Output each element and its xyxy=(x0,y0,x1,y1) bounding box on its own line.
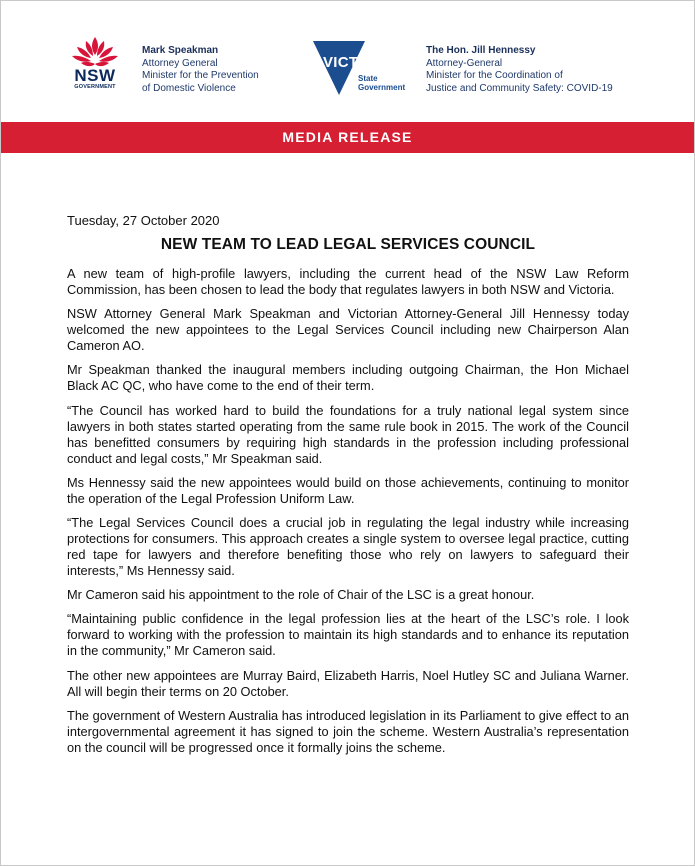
minister-right-portfolio-2: Justice and Community Safety: COVID-19 xyxy=(426,82,613,94)
minister-right-role: Attorney-General xyxy=(426,57,503,69)
paragraph: NSW Attorney General Mark Speakman and Victorian Attorney-General Jill Hennessy today welcomed the new appointees to the Legal Services Council including new Chairperson Alan Cameron AO. xyxy=(67,306,629,354)
nsw-logo-text xyxy=(67,67,123,91)
minister-right-name: The Hon. Jill Hennessy xyxy=(426,45,536,56)
paragraph: A new team of high-profile lawyers, including the current head of the NSW Law Reform Commission, has been chosen to lead the body that regulates lawyers in both NSW and Victoria. xyxy=(67,266,629,297)
minister-left-portfolio-1: Minister for the Prevention xyxy=(142,70,259,81)
minister-left-portfolio-2: of Domestic Violence xyxy=(142,82,236,94)
nsw-logo-subtitle: GOVERNMENT xyxy=(74,84,116,90)
minister-right-block xyxy=(426,45,613,95)
minister-left-name: Mark Speakman xyxy=(142,45,219,56)
paragraph: The government of Western Australia has introduced legislation in its Parliament to give effect to an intergovernmental agreement it has signed to join the scheme. Western Australia’s representation on the council will be progressed once it formally joins the scheme. xyxy=(67,707,629,755)
paragraph: “Maintaining public confidence in the legal profession lies at the heart of the LSC’s role. I look forward to working with the profession to maintain its high standards and to enhance its reputation in the community,” Mr Cameron said. xyxy=(67,611,629,659)
paragraph: “The Council has worked hard to build the foundations for a truly national legal system since lawyers in both states started operating from the same rule book in 2015. The work of the Council has benefitted consumers by requiring high standards in the profession including professional conduct and legal costs,” Mr Speakman said. xyxy=(67,402,629,466)
victoria-logo-sub-2: Government xyxy=(358,83,406,92)
paragraph: “The Legal Services Council does a crucial job in regulating the legal industry while increasing protections for consumers. This approach creates a single system to oversee legal practice, cutting red tape for lawyers and therefore benefiting those who rely on lawyers to safeguard their interests,” Ms Hennessy said. xyxy=(67,514,629,578)
victoria-logo-subtitle xyxy=(358,74,405,92)
release-headline: NEW TEAM TO LEAD LEGAL SERVICES COUNCIL xyxy=(160,236,536,253)
release-content xyxy=(67,213,629,764)
nsw-logo-word: NSW xyxy=(74,66,116,85)
victoria-logo-sub-1: State xyxy=(358,74,378,83)
victoria-logo-word: VICTORIA xyxy=(323,54,397,71)
media-release-banner: MEDIA RELEASE xyxy=(1,122,694,153)
paragraph: Ms Hennessy said the new appointees would build on those achievements, continuing to monitor the operation of the Legal Profession Uniform Law. xyxy=(67,474,629,506)
minister-left-role: Attorney General xyxy=(142,57,218,69)
paragraph: Mr Speakman thanked the inaugural members including outgoing Chairman, the Hon Michael Black AC QC, who have come to the end of their term. xyxy=(67,362,629,394)
release-date: Tuesday, 27 October 2020 xyxy=(67,213,220,228)
paragraph: Mr Cameron said his appointment to the role of Chair of the LSC is a great honour. xyxy=(67,587,535,603)
minister-right-portfolio-1: Minister for the Coordination of xyxy=(426,70,563,81)
minister-left-block xyxy=(142,45,259,95)
paragraph: The other new appointees are Murray Baird, Elizabeth Harris, Noel Hutley SC and Juliana Warner. All will begin their terms on 20 October. xyxy=(67,667,629,699)
